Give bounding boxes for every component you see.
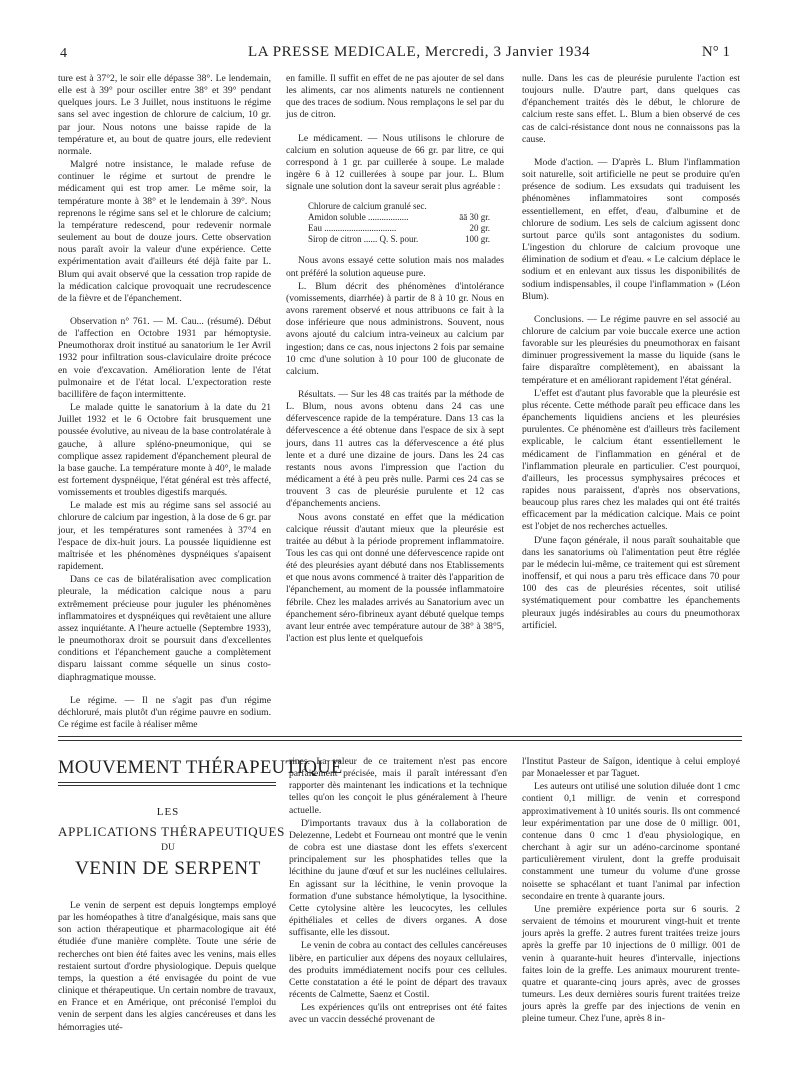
paragraph: Les expériences qu'ils ont entreprises ont été faites avec un vaccin desséché provenant de <box>289 1002 507 1026</box>
recipe-table <box>308 201 490 245</box>
journal-title: LA PRESSE MEDICALE, Mercredi, 3 Janvier 1934 <box>248 44 591 60</box>
top-article-column-1 <box>58 73 271 731</box>
paragraph: Le venin de cobra au contact des cellules cancéreuses libère, en particulier aux dépens des noyaux cellulaires, des produits immédiatement nocifs pour ces cellules. Cette constatation a été le point de départ des travaux récents de Calmette, Saenz et Costil. <box>289 940 507 1000</box>
recipe-ingredient: Amidon soluble .................. <box>308 212 409 223</box>
paragraph: Malgré notre insistance, le malade refuse de continuer le régime et surtout de prendre le médicament qui est trop amer. Le même soir, la température monte à 38° et le lendemain à 39°. Nous reprenons le régime sans sel et le chlorure de calcium; la température redescend, pour redevenir normale seulement au bout de douze jours. Cette observation nous paraît avoir la valeur d'une expérience. Cette expérimentation avait d'ailleurs été déjà faite par L. Blum qui avait observé que la cessation trop rapide de la médication calcique provoquait une recrudescence de la fièvre et de l'épanchement. <box>58 159 271 304</box>
paragraph: Observation n° 761. — M. Cau... (résumé). Début de l'affection en Octobre 1931 par hémoptysie. Pneumothorax droit institué au sanatorium le 1er Avril 1932 pour infiltration sous-claviculaire droite précoce en voie d'excavation. Amélioration lente de l'état pulmonaire et de l'état local. L'expectoration reste bacillifère de façon intermittente. <box>58 315 271 400</box>
recipe-row <box>308 201 490 212</box>
recipe-row <box>308 223 490 234</box>
issue-number: N° 1 <box>701 44 730 60</box>
bottom-article-column-1 <box>58 900 276 1034</box>
paragraph: rines. La valeur de ce traitement n'est pas encore parfaitement précisée, mais il paraît intéressant d'en rapporter dès maintenant les indications et la technique telles qu'on les conçoit le plus généralement à l'heure actuelle. <box>289 756 507 816</box>
bottom-article-column-3 <box>522 756 740 1025</box>
paragraph: Nous avons constaté en effet que la médication calcique réussit d'autant mieux que la pleurésie est traitée au début à la période proprement inflammatoire. Tous les cas qui ont donné une défervescence rapide ont été des pleurésies ayant débuté dans nos Etablissements et que nous avons commencé à traiter dès l'apparition de l'épanchement, au moment de la poussée inflammatoire fébrile. Chez les malades arrivés au Sanatorium avec un épanchement séro-fibrineux ayant débuté quelque temps avant leur entrée avec température autour de 38° à 38°5, l'action est plus lente et quelquefois <box>286 511 504 645</box>
paragraph: D'une façon générale, il nous paraît souhaitable que dans les sanatoriums où l'alimentation peut être réglée par le médecin lui-même, ce traitement qui est sûrement inoffensif, et qui nous a paru très efficace dans 70 pour 100 des cas de pleurésies récentes, soit utilisé systématiquement pour combattre les épanchements pleuraux jugés indésirables au cours du pneumothorax artificiel. <box>522 534 740 631</box>
recipe-quantity: āā 30 gr. <box>459 212 490 223</box>
recipe-quantity: 20 gr. <box>469 223 490 234</box>
article-title-les: LES <box>156 806 180 818</box>
top-article-column-2 <box>286 73 504 645</box>
paragraph: ture est à 37°2, le soir elle dépasse 38°. Le lendemain, elle est à 39° pour osciller entre 38° et 39° pendant quelques jours. Le 3 Juillet, nous instituons le régime sans sel avec ingestion de chlorure de calcium, 10 gr. par jour. Nous notons une baisse rapide de la température et, au bout de quatre jours, elle redevient normale. <box>58 73 271 157</box>
paragraph: Résultats. — Sur les 48 cas traités par la méthode de L. Blum, nous avons obtenu dans 24 cas une défervescence rapide de la température. Dans 13 cas la défervescence a été obtenue dans l'espace de six à sept jours, dans 11 autres cas la défervescence a été plus lente et a duré une dizaine de jours. Dans les 24 cas restants nous avons l'impression que l'action du médicament a été à peu près nulle. Parmi ces 24 cas se trouvent 3 cas de pleurésie purulente et 12 cas d'épanchements anciens. <box>286 388 504 510</box>
paragraph: Conclusions. — Le régime pauvre en sel associé au chlorure de calcium par voie buccale exerce une action favorable sur les pleurésies du pneumothorax en faisant diminuer progressivement la masse du liquide (sans le faire disparaître complètement), en abaissant la température et en améliorant rapidement l'état général. <box>522 313 740 386</box>
page-number: 4 <box>60 46 67 61</box>
bottom-article-column-2 <box>289 756 507 1026</box>
paragraph: Le venin de serpent est depuis longtemps employé par les homéopathes à titre d'analgésique, mais sans que son action thérapeutique et pharmacologique ait été étudiée d'une manière complète. Toute une série de recherches ont bien été faites avec les venins, mais elles restaient surtout d'ordre physiologique. Depuis quelque temps, la question a été envisagée du point de vue clinique et thérapeutique. Un certain nombre de travaux, en France et en Amérique, ont préconisé l'emploi du venin de serpent dans les algies cancéreuses et dans les hémorragies uté- <box>58 900 276 1033</box>
article-title-main: APPLICATIONS THÉRAPEUTIQUES <box>58 824 286 839</box>
section-divider <box>58 740 742 741</box>
recipe-row <box>308 212 490 223</box>
top-article-column-3 <box>522 73 740 632</box>
paragraph: nulle. Dans les cas de pleurésie purulente l'action est toujours nulle. D'autre part, dans quelques cas d'épanchement traités dès le début, le chlorure de calcium reste sans effet. L. Blum a bien observé de ces cas de calci-résistance dont nous ne connaissons pas la cause. <box>522 73 740 145</box>
page-header <box>60 44 730 64</box>
paragraph: Le malade quitte le sanatorium à la date du 21 Juillet 1932 et le 6 Octobre fait brusquement une poussée évolutive, au niveau de la base controlatérale à gauche, à allure spléno-pneumonique, qui se complique assez rapidement d'épanchement pleural de la base gauche. La température monte à 40°, le malade est fortement dyspnéique, l'état général est très affecté, vomissements et troubles digestifs marqués. <box>58 402 271 499</box>
paragraph: Les auteurs ont utilisé une solution diluée dont 1 cmc contient 0,1 milligr. de venin et correspond approximativement à 10 unités souris. Ils ont commencé leur expérimentation par une dose de 0 milligr. 001, contenue dans 0 cmc 1 d'eau physiologique, en cherchant à agir sur un adéno-carcinome spontané particulièrement virulent, dont la greffe produisait constamment une tumeur du volume d'une grosse noisette se sphacélant et tuant l'animal par infection secondaire en trente à quarante jours. <box>522 781 740 902</box>
recipe-quantity: 100 gr. <box>464 234 490 245</box>
paragraph: Le malade est mis au régime sans sel associé au chlorure de calcium par ingestion, à la dose de 6 gr. par jour, et les températures sont ramenées à 37°4 en l'espace de dix-huit jours. La poussée liquidienne est maîtrisée et les phénomènes dyspnéiques s'apaisent rapidement. <box>58 500 271 573</box>
paragraph: L'effet est d'autant plus favorable que la pleurésie est plus récente. Cette méthode paraît peu efficace dans les épanchements liquidiens anciens et les pleurésies purulentes. Ce phénomène est d'ailleurs très facilement explicable, le calcium étant essentiellement le médicament de l'inflammation en général et de l'inflammation pleurale en particulier. C'est pourquoi, d'ailleurs, les processus symphysaires précoces et rapides nous paraissent, d'après nos observations, beaucoup plus rares chez les malades qui ont été traités efficacement par la médication calcique. Mais ce point est l'objet de nos recherches actuelles. <box>522 387 740 533</box>
heading-rule <box>58 782 276 783</box>
paragraph: Dans ce cas de bilatéralisation avec complication pleurale, la médication calcique nous a paru extrêmement précieuse pour juguler les phénomènes inflammatoires et dyspnéiques qui revêtaient une allure assez inquiétante. A l'heure actuelle (Septembre 1933), le pneumothorax droit se poursuit dans d'excellentes conditions et l'épanchement gauche a complètement disparu laissant comme séquelle un sinus costo-diaphragmatique mousse. <box>58 574 271 683</box>
paragraph: l'Institut Pasteur de Saïgon, identique à celui employé par Monaelesser et par Taguet. <box>522 756 740 780</box>
paragraph: en famille. Il suffit en effet de ne pas ajouter de sel dans les aliments, car nos aliments naturels ne contiennent que des traces de sodium. Nous remplaçons le sel par du jus de citron. <box>286 73 504 121</box>
paragraph: Mode d'action. — D'après L. Blum l'inflammation soit naturelle, soit artificielle ne peut se produire qu'en présence de sodium. Les exsudats qui traduisent les phénomènes inflammatoires sont composés essentiellement, en effet, d'eau, d'albumine et de chlorure de sodium. Les sels de calcium agissent donc surtout parce qu'ils sont antagonistes du sodium. L'ingestion du chlorure de calcium provoque une élimination de sodium et d'eau. « Le calcium déplace le sodium et en enlevant aux tissus les disponibilités de sodium indispensables, il coupe l'inflammation » (Léon Blum). <box>522 156 740 302</box>
paragraph: D'importants travaux dus à la collaboration de Delezenne, Ledebt et Fourneau ont montré que le venin de cobra est une diastase dont les effets s'exercent principalement sur les phosphatides telles que la lécithine du jaune d'œuf et sur les nucléines cellulaires. En agissant sur la lécithine, le venin provoque la formation d'une substance hémolytique, la lysocithine. Cette cytolysine altère les leucocytes, les cellules épithéliales et celles de divers organes. A dose suffisante, elle les dissout. <box>289 817 507 939</box>
paragraph: L. Blum décrit des phénomènes d'intolérance (vomissements, diarrhée) à partir de 8 à 10 gr. Nous en avons rarement observé et nous attribuons ce fait à la dose inférieure que nous administrons. Souvent, nous avons ajouté du calcium intra-veineux au calcium par ingestion; dans ce cas, nous injectons 2 fois par semaine 10 cmc d'une solution à 10 pour 100 de gluconate de calcium. <box>286 280 504 377</box>
heading-rule <box>58 785 276 786</box>
recipe-ingredient: Chlorure de calcium granulé sec. <box>308 201 427 212</box>
recipe-row <box>308 234 490 245</box>
article-title-du: DU <box>161 843 175 853</box>
section-heading: MOUVEMENT THÉRAPEUTIQUE <box>58 757 343 778</box>
paragraph: Une première expérience porta sur 6 souris. 2 servaient de témoins et moururent vingt-huit et trente jours après la greffe. 2 autres furent traitées treize jours après la greffe par 10 injections de 0 milligr. 001 de venin à quarante-huit heures d'intervalle, injections faites loin de la greffe. Les animaux moururent trente-quatre et quarante-cinq jours après, avec de grosses tumeurs. Les deux dernières souris furent traitées treize jours après la greffe par des injections de venin en pleine tumeur. Chez l'une, après 8 in- <box>522 903 740 1025</box>
paragraph: Le régime. — Il ne s'agit pas d'un régime déchloruré, mais plutôt d'un régime pauvre en sodium. Ce régime est facile à réaliser même <box>58 694 271 730</box>
section-divider <box>58 736 742 737</box>
paragraph: Le médicament. — Nous utilisons le chlorure de calcium en solution aqueuse de 66 gr. par litre, ce qui correspond à 1 gr. par cuillerée à soupe. Le malade ingère 6 à 12 cuillerées à soupe par jour. L. Blum signale une solution dont la saveur serait plus agréable : <box>286 132 504 193</box>
paragraph: Nous avons essayé cette solution mais nos malades ont préféré la solution aqueuse pure. <box>286 255 504 279</box>
recipe-ingredient: Sirop de citron ...... Q. S. pour. <box>308 234 419 245</box>
recipe-ingredient: Eau ................................ <box>308 223 397 234</box>
article-title-venin: VENIN DE SERPENT <box>75 858 261 879</box>
